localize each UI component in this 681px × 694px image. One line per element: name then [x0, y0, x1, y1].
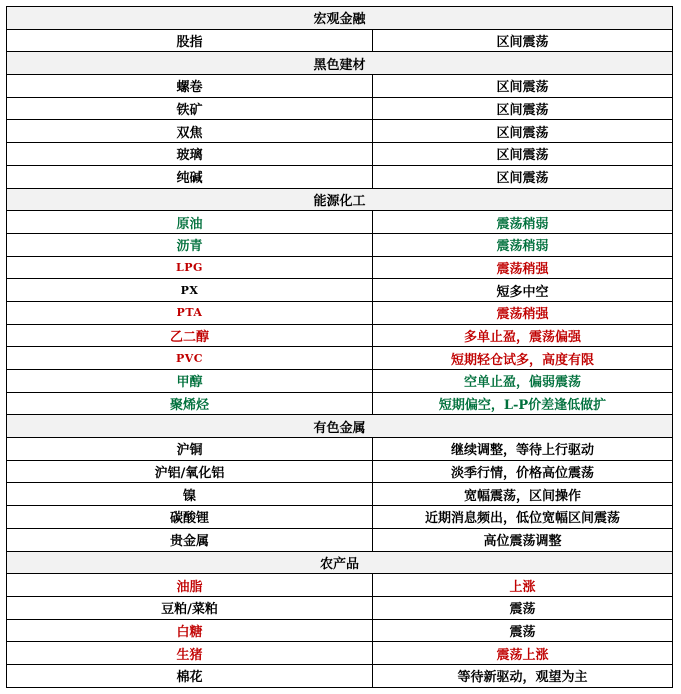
market-view-cell: 淡季行情，价格高位震荡 — [373, 460, 673, 483]
commodity-name-cell: 贵金属 — [7, 528, 373, 551]
market-view-cell: 区间震荡 — [373, 120, 673, 143]
commodity-name-cell: PX — [7, 279, 373, 302]
table-row — [7, 347, 673, 370]
table-row — [7, 301, 673, 324]
commodity-name-cell: 玻璃 — [7, 143, 373, 166]
table-row — [7, 256, 673, 279]
market-view-cell: 震荡稍强 — [373, 301, 673, 324]
table-row — [7, 596, 673, 619]
market-view-cell: 短期轻仓试多，高度有限 — [373, 347, 673, 370]
market-view-cell: 短多中空 — [373, 279, 673, 302]
market-view-cell: 近期消息频出，低位宽幅区间震荡 — [373, 506, 673, 529]
table-body — [7, 7, 673, 688]
market-view-cell: 震荡 — [373, 596, 673, 619]
category-header-row — [7, 551, 673, 574]
market-outlook-table — [6, 6, 673, 688]
table-row — [7, 324, 673, 347]
commodity-name-cell: 螺卷 — [7, 75, 373, 98]
market-view-cell: 震荡 — [373, 619, 673, 642]
table-row — [7, 574, 673, 597]
table-row — [7, 528, 673, 551]
table-row — [7, 642, 673, 665]
market-view-cell: 高位震荡调整 — [373, 528, 673, 551]
market-view-cell: 多单止盈，震荡偏强 — [373, 324, 673, 347]
commodity-name-cell: 股指 — [7, 29, 373, 52]
category-header-row — [7, 52, 673, 75]
table-row — [7, 664, 673, 687]
commodity-name-cell: 甲醇 — [7, 370, 373, 393]
table-row — [7, 143, 673, 166]
table-row — [7, 233, 673, 256]
commodity-name-cell: 沪铜 — [7, 438, 373, 461]
commodity-name-cell: 纯碱 — [7, 165, 373, 188]
market-view-cell: 区间震荡 — [373, 143, 673, 166]
commodity-name-cell: 棉花 — [7, 664, 373, 687]
market-view-cell: 继续调整，等待上行驱动 — [373, 438, 673, 461]
table-row — [7, 370, 673, 393]
category-title: 能源化工 — [7, 188, 673, 211]
table-row — [7, 619, 673, 642]
market-view-cell: 宽幅震荡，区间操作 — [373, 483, 673, 506]
category-title: 黑色建材 — [7, 52, 673, 75]
market-view-cell: 上涨 — [373, 574, 673, 597]
commodity-name-cell: 豆粕/菜粕 — [7, 596, 373, 619]
table-row — [7, 75, 673, 98]
outlook-table-container — [6, 6, 672, 688]
table-row — [7, 438, 673, 461]
market-view-cell: 震荡稍弱 — [373, 211, 673, 234]
category-header-row — [7, 415, 673, 438]
table-row — [7, 97, 673, 120]
category-header-row — [7, 7, 673, 30]
commodity-name-cell: 镍 — [7, 483, 373, 506]
market-view-cell: 震荡稍弱 — [373, 233, 673, 256]
table-row — [7, 29, 673, 52]
table-row — [7, 392, 673, 415]
commodity-name-cell: 乙二醇 — [7, 324, 373, 347]
market-view-cell: 短期偏空，L-P价差逢低做扩 — [373, 392, 673, 415]
table-row — [7, 211, 673, 234]
commodity-name-cell: 沥青 — [7, 233, 373, 256]
commodity-name-cell: 原油 — [7, 211, 373, 234]
table-row — [7, 120, 673, 143]
commodity-name-cell: 铁矿 — [7, 97, 373, 120]
market-view-cell: 空单止盈，偏弱震荡 — [373, 370, 673, 393]
commodity-name-cell: 聚烯烃 — [7, 392, 373, 415]
market-view-cell: 等待新驱动，观望为主 — [373, 664, 673, 687]
commodity-name-cell: PTA — [7, 301, 373, 324]
market-view-cell: 区间震荡 — [373, 97, 673, 120]
commodity-name-cell: 生猪 — [7, 642, 373, 665]
category-title: 宏观金融 — [7, 7, 673, 30]
market-view-cell: 区间震荡 — [373, 29, 673, 52]
commodity-name-cell: 碳酸锂 — [7, 506, 373, 529]
table-row — [7, 165, 673, 188]
table-row — [7, 506, 673, 529]
category-header-row — [7, 188, 673, 211]
category-title: 农产品 — [7, 551, 673, 574]
table-row — [7, 483, 673, 506]
commodity-name-cell: LPG — [7, 256, 373, 279]
commodity-name-cell: 沪铝/氧化铝 — [7, 460, 373, 483]
table-row — [7, 460, 673, 483]
market-view-cell: 震荡上涨 — [373, 642, 673, 665]
commodity-name-cell: 双焦 — [7, 120, 373, 143]
commodity-name-cell: 白糖 — [7, 619, 373, 642]
market-view-cell: 区间震荡 — [373, 75, 673, 98]
commodity-name-cell: PVC — [7, 347, 373, 370]
commodity-name-cell: 油脂 — [7, 574, 373, 597]
market-view-cell: 区间震荡 — [373, 165, 673, 188]
table-row — [7, 279, 673, 302]
category-title: 有色金属 — [7, 415, 673, 438]
market-view-cell: 震荡稍强 — [373, 256, 673, 279]
